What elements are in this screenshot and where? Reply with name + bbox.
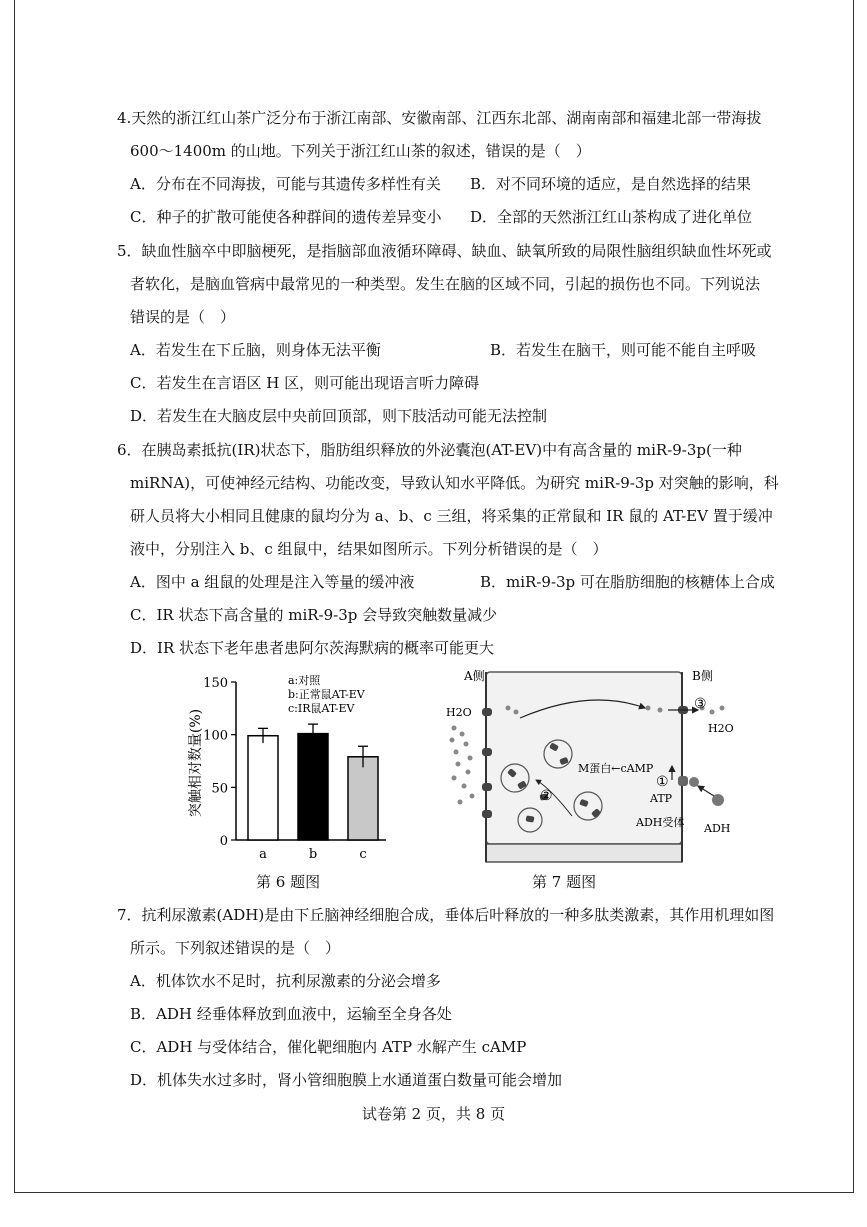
- q6-stem-line3: 研人员将大小相同且健康的鼠均分为 a、b、c 三组，将采集的正常鼠和 IR 鼠的 AT-EV 置于缓冲: [130, 507, 773, 525]
- fig7-label-b-side: B侧: [692, 669, 713, 683]
- fig6-bar-a: [248, 736, 278, 840]
- fig6-bar-chart: [180, 668, 400, 868]
- q7-option-c: C．ADH 与受体结合，催化靶细胞内 ATP 水解产生 cAMP: [130, 1038, 527, 1056]
- q7-option-a: A．机体饮水不足时，抗利尿激素的分泌会增多: [130, 972, 441, 990]
- q5-stem-line1: 5．缺血性脑卒中即脑梗死，是指脑部血液循环障碍、缺血、缺氧所致的局限性脑组织缺血性坏死或: [117, 242, 772, 260]
- q6-stem-line4: 液中，分别注入 b、c 组鼠中，结果如图所示。下列分析错误的是（ ）: [130, 540, 608, 558]
- q7-option-d: D．机体失水过多时，肾小管细胞膜上水通道蛋白数量可能会增加: [130, 1071, 563, 1089]
- fig7-caption: 第 7 题图: [532, 873, 597, 891]
- q6-stem-line2: miRNA)，可使神经元结构、功能改变，导致认知水平降低。为研究 miR-9-3p 对突触的影响，科: [130, 474, 779, 492]
- q5-stem-line3: 错误的是（ ）: [130, 308, 236, 326]
- q4-option-a: A．分布在不同海拔，可能与其遗传多样性有关: [130, 175, 441, 193]
- fig6-legend-c: c:IR鼠AT-EV: [288, 702, 355, 715]
- q4-option-d: D．全部的天然浙江红山茶构成了进化单位: [470, 208, 753, 226]
- q6-option-d: D．IR 状态下老年患者患阿尔茨海默病的概率可能更大: [130, 639, 495, 657]
- q4-option-b: B．对不同环境的适应，是自然选择的结果: [470, 175, 752, 193]
- q7-stem-line2: 所示。下列叙述错误的是（ ）: [130, 939, 341, 957]
- fig7-label-h2o-right: H2O: [708, 722, 734, 735]
- fig7-marker-3: ③: [694, 696, 707, 712]
- fig6-y-tick-label: 0: [219, 834, 228, 849]
- fig6-y-tick-label: 150: [203, 676, 228, 691]
- fig6-bar-c: [348, 757, 378, 840]
- fig7-marker-2: ②: [540, 788, 553, 804]
- q4-option-c: C．种子的扩散可能使各种群间的遗传差异变小: [130, 208, 442, 226]
- fig7-diagram: [440, 668, 740, 864]
- q6-option-c: C．IR 状态下高含量的 miR-9-3p 会导致突触数量减少: [130, 606, 498, 624]
- fig7-marker-1: ①: [656, 774, 669, 790]
- q5-option-d: D．若发生在大脑皮层中央前回顶部，则下肢活动可能无法控制: [130, 407, 548, 425]
- q5-stem-line2: 者软化，是脑血管病中最常见的一种类型。发生在脑的区域不同，引起的损伤也不同。下列说法: [130, 275, 761, 293]
- fig7-label-atp: ATP: [650, 792, 673, 805]
- q4-stem-line1: 4.天然的浙江红山茶广泛分布于浙江南部、安徽南部、江西东北部、湖南南部和福建北部一带海拔: [117, 109, 762, 127]
- fig6-bar-b: [298, 734, 328, 840]
- fig6-legend-a: a:对照: [288, 674, 321, 687]
- q5-option-a: A．若发生在下丘脑，则身体无法平衡: [130, 341, 381, 359]
- fig6-y-axis-label: 突触相对数量(%): [188, 708, 204, 818]
- fig7-label-adh-receptor: ADH受体: [636, 816, 685, 829]
- fig7-label-adh: ADH: [704, 822, 731, 835]
- q6-stem-line1: 6．在胰岛素抵抗(IR)状态下，脂肪组织释放的外泌囊泡(AT-EV)中有高含量的 miR-9-3p(一种: [117, 441, 742, 459]
- q5-option-c: C．若发生在言语区 H 区，则可能出现语言听力障碍: [130, 374, 480, 392]
- page-footer: 试卷第 2 页，共 8 页: [361, 1105, 506, 1123]
- q7-stem-line1: 7．抗利尿激素(ADH)是由下丘脑神经细胞合成，垂体后叶释放的一种多肽类激素，其作用机理如图: [117, 906, 775, 924]
- fig7-label-h2o-left: H2O: [446, 706, 472, 719]
- fig6-legend-b: b:正常鼠AT-EV: [288, 688, 365, 701]
- q6-option-b: B．miR-9-3p 可在脂肪细胞的核糖体上合成: [480, 573, 775, 591]
- fig7-label-m-camp: M蛋白←cAMP: [578, 762, 654, 775]
- fig6-x-tick-label-c: c: [359, 847, 367, 862]
- q6-option-a: A．图中 a 组鼠的处理是注入等量的缓冲液: [130, 573, 415, 591]
- fig7-label-a-side: A侧: [464, 669, 485, 683]
- fig6-caption: 第 6 题图: [256, 873, 321, 891]
- fig6-x-tick-label-a: a: [259, 847, 267, 862]
- q4-stem-line2: 600～1400m 的山地。下列关于浙江红山茶的叙述，错误的是（ ）: [130, 142, 591, 160]
- q5-option-b: B．若发生在脑干，则可能不能自主呼吸: [490, 341, 757, 359]
- fig6-y-tick-label: 50: [211, 781, 228, 797]
- q7-option-b: B．ADH 经垂体释放到血液中，运输至全身各处: [130, 1005, 452, 1023]
- fig6-y-tick-label: 100: [203, 728, 228, 744]
- fig6-x-tick-label-b: b: [308, 847, 318, 862]
